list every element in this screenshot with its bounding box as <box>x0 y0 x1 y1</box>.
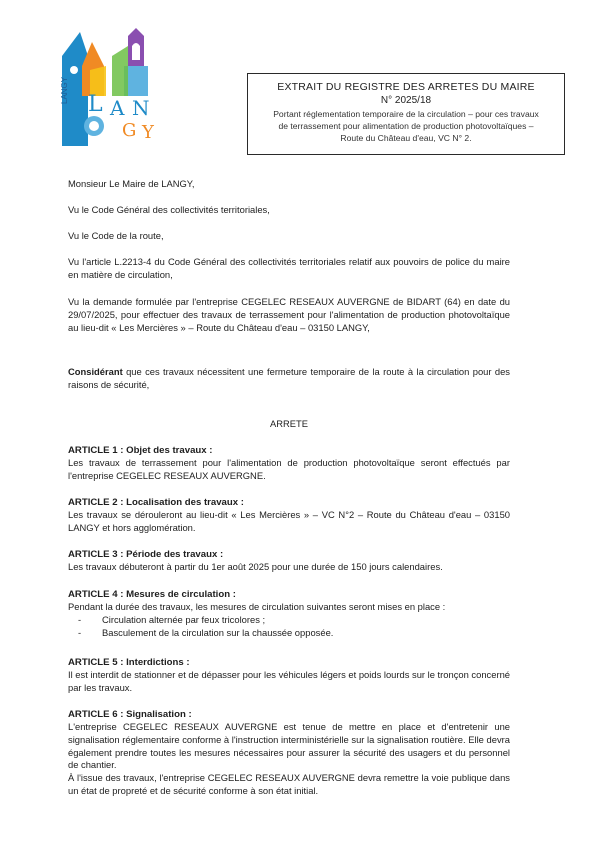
arrete-heading-block <box>68 418 510 431</box>
article-heading: Interdictions : <box>123 657 190 668</box>
article-heading: Localisation des travaux : <box>123 497 244 508</box>
intro-section <box>68 178 510 191</box>
considerant <box>68 366 510 392</box>
article-title <box>68 548 510 561</box>
circulation-measures-list <box>68 614 510 640</box>
register-title: EXTRAIT DU REGISTRE DES ARRETES DU MAIRE <box>277 81 535 93</box>
considerant-text: que ces travaux nécessitent une fermeture temporaire de la route à la circulation pour des raisons de sécurité, <box>68 366 510 390</box>
article-title <box>68 444 510 457</box>
subject-line: Route du Château d'eau, VC N° 2. <box>340 133 472 143</box>
logo-vertical-text: LANGY <box>60 76 69 104</box>
article-label: ARTICLE 2 : <box>68 497 124 508</box>
article-title <box>68 588 510 601</box>
arrete-heading: ARRETE <box>269 418 309 429</box>
article-title <box>68 708 510 721</box>
logo-letter-l: L <box>88 92 103 117</box>
article-heading: Objet des travaux : <box>123 445 213 456</box>
article-text: L'entreprise CEGELEC RESEAUX AUVERGNE est tenue de mettre en place et d'entretenir une signalisation réglementaire conforme à l'instruction interministérielle sur la signalisation routière. Elle devra également prendre toutes les mesures nécessaires pour assurer la sécurité des usagers et du personnel de chantier. <box>68 721 510 771</box>
article-heading: Période des travaux : <box>123 549 224 560</box>
arrete-subject <box>248 108 564 144</box>
vu-article-block <box>68 256 510 282</box>
article-1 <box>68 444 510 483</box>
article-3 <box>68 548 510 574</box>
article-text-2: À l'issue des travaux, l'entreprise CEGELEC RESEAUX AUVERGNE devra remettre la voie publique dans un état de propreté et de sécurité conforme à son état initial. <box>68 772 510 796</box>
vu-code-collectivites-block <box>68 204 510 217</box>
article-text: Les travaux de terrassement pour l'alimentation de production photovoltaïque seront effectués par l'entreprise CEGELEC RESEAUX AUVERGNE. <box>68 457 510 481</box>
article-text: Les travaux débuteront à partir du 1er août 2025 pour une durée de 150 jours calendaires. <box>68 561 443 572</box>
considerant-block <box>68 366 510 392</box>
considerant-label: Considérant <box>68 366 123 377</box>
logo-letter-g: G <box>122 120 137 141</box>
langy-logo <box>58 26 162 148</box>
article-5 <box>68 656 510 695</box>
article-title <box>68 496 510 509</box>
vu-code-collectivites: Vu le Code Général des collectivités territoriales, <box>68 204 270 215</box>
subject-line: de terrassement pour alimentation de production photovoltaïques – <box>278 121 534 131</box>
article-label: ARTICLE 6 : <box>68 709 124 720</box>
greeting: Monsieur Le Maire de LANGY, <box>68 178 195 189</box>
logo-letter-n: N <box>132 96 150 120</box>
article-label: ARTICLE 1 : <box>68 445 124 456</box>
arrete-header-box <box>247 73 565 155</box>
logo-letter-a: A <box>110 96 125 120</box>
article-text: Les travaux se dérouleront au lieu-dit « Les Mercières » – VC N°2 – Route du Château d'eau – 03150 LANGY et hors agglomération. <box>68 509 510 533</box>
article-2 <box>68 496 510 535</box>
article-heading: Mesures de circulation : <box>123 589 236 600</box>
article-text: Pendant la durée des travaux, les mesures de circulation suivantes seront mises en place : <box>68 601 446 612</box>
article-text: Il est interdit de stationner et de dépasser pour les véhicules légers et poids lourds sur le tronçon concerné par les travaux. <box>68 669 510 693</box>
vu-demande-block <box>68 296 510 334</box>
article-heading: Signalisation : <box>123 709 192 720</box>
article-title <box>68 656 510 669</box>
article-6 <box>68 708 510 798</box>
subject-line: Portant réglementation temporaire de la circulation – pour ces travaux <box>273 109 539 119</box>
arrete-number: N° 2025/18 <box>380 95 432 106</box>
article-4 <box>68 588 510 639</box>
vu-demande: Vu la demande formulée par l'entreprise CEGELEC RESEAUX AUVERGNE de BIDART (64) en date du 29/07/2025, pour effectuer des travaux de terrassement pour l'alimentation de production photovoltaïque au lieu-dit « Les Mercières » – Route du Château d'eau – 03150 LANGY, <box>68 296 510 333</box>
article-label: ARTICLE 3 : <box>68 549 124 560</box>
article-label: ARTICLE 5 : <box>68 657 124 668</box>
list-item: - Basculement de la circulation sur la chaussée opposée. <box>74 627 510 640</box>
logo-letter-y: Y <box>142 122 154 143</box>
vu-code-route-block <box>68 230 510 243</box>
vu-code-route: Vu le Code de la route, <box>68 230 164 241</box>
article-label: ARTICLE 4 : <box>68 589 124 600</box>
list-item: - Circulation alternée par feux tricolores ; <box>74 614 510 627</box>
vu-article-l2213: Vu l'article L.2213-4 du Code Général des collectivités territoriales relatif aux pouvoirs de police du maire en matière de circulation, <box>68 256 510 280</box>
